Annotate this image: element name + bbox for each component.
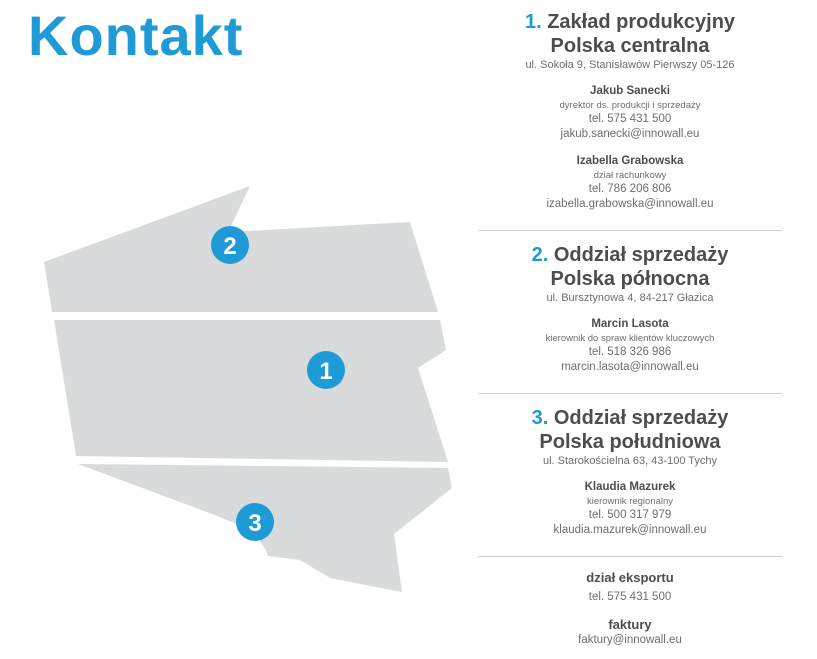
region-marker-1[interactable] — [307, 351, 345, 389]
marker-number-1: 1 — [319, 358, 333, 385]
person-phone[interactable]: tel. 500 317 979 — [588, 509, 672, 521]
section-divider — [478, 556, 782, 557]
contact-section-3 — [478, 406, 782, 556]
person-phone[interactable]: tel. 575 431 500 — [588, 113, 672, 125]
section-heading-3 — [478, 406, 782, 430]
contact-column — [478, 10, 782, 659]
person-role: kierownik regionalny — [586, 496, 674, 507]
section-number: 3. — [531, 407, 549, 429]
section-subtitle: Polska centralna — [550, 35, 710, 57]
person-email[interactable]: jakub.sanecki@innowall.eu — [560, 128, 700, 140]
region-marker-3[interactable] — [236, 503, 274, 541]
section-address: ul. Sokoła 9, Stanisławów Pierwszy 05-126 — [525, 59, 735, 71]
contact-person — [478, 317, 782, 375]
marker-number-3: 3 — [248, 510, 262, 537]
section-address: ul. Bursztynowa 4, 84-217 Głazica — [546, 292, 714, 304]
person-email[interactable]: izabella.grabowska@innowall.eu — [546, 198, 714, 210]
export-phone[interactable]: tel. 575 431 500 — [588, 591, 672, 603]
page-title: Kontakt — [28, 4, 244, 67]
section-divider — [478, 230, 782, 231]
region-central — [54, 320, 448, 462]
contact-person — [478, 84, 782, 142]
contact-person — [478, 480, 782, 538]
section-title: Oddział sprzedaży — [553, 244, 729, 266]
person-phone[interactable]: tel. 786 206 806 — [588, 183, 672, 195]
person-role: dyrektor ds. produkcji i sprzedaży — [559, 100, 701, 111]
person-name: Jakub Sanecki — [590, 85, 670, 97]
person-email[interactable]: klaudia.mazurek@innowall.eu — [553, 524, 707, 536]
person-name: Klaudia Mazurek — [584, 481, 676, 493]
person-phone[interactable]: tel. 518 326 986 — [588, 346, 672, 358]
person-name: Marcin Lasota — [591, 318, 669, 330]
region-marker-2[interactable] — [211, 226, 249, 264]
contact-section-1 — [478, 10, 782, 230]
export-department — [478, 569, 782, 604]
section-heading-2 — [478, 243, 782, 267]
marker-number-2: 2 — [223, 233, 237, 260]
person-role: dział rachunkowy — [593, 170, 667, 181]
section-subtitle: Polska południowa — [539, 431, 721, 453]
invoices-heading: faktury — [608, 617, 652, 632]
invoices-email[interactable]: faktury@innowall.eu — [578, 634, 682, 646]
export-heading: dział eksportu — [586, 570, 674, 585]
section-number: 2. — [531, 244, 549, 266]
person-name: Izabella Grabowska — [576, 155, 684, 167]
section-address: ul. Starokościelna 63, 43-100 Tychy — [542, 455, 718, 467]
section-heading-1 — [478, 10, 782, 34]
invoices-contact — [478, 616, 782, 647]
section-divider — [478, 393, 782, 394]
section-title: Oddział sprzedaży — [553, 407, 729, 429]
section-subtitle: Polska północna — [550, 268, 710, 290]
person-role: kierownik do spraw klientów kluczowych — [545, 333, 715, 344]
section-title: Zakład produkcyjny — [547, 11, 736, 33]
contact-section-2 — [478, 243, 782, 393]
person-email[interactable]: marcin.lasota@innowall.eu — [561, 361, 699, 373]
contact-person — [478, 154, 782, 212]
section-number: 1. — [524, 11, 542, 33]
